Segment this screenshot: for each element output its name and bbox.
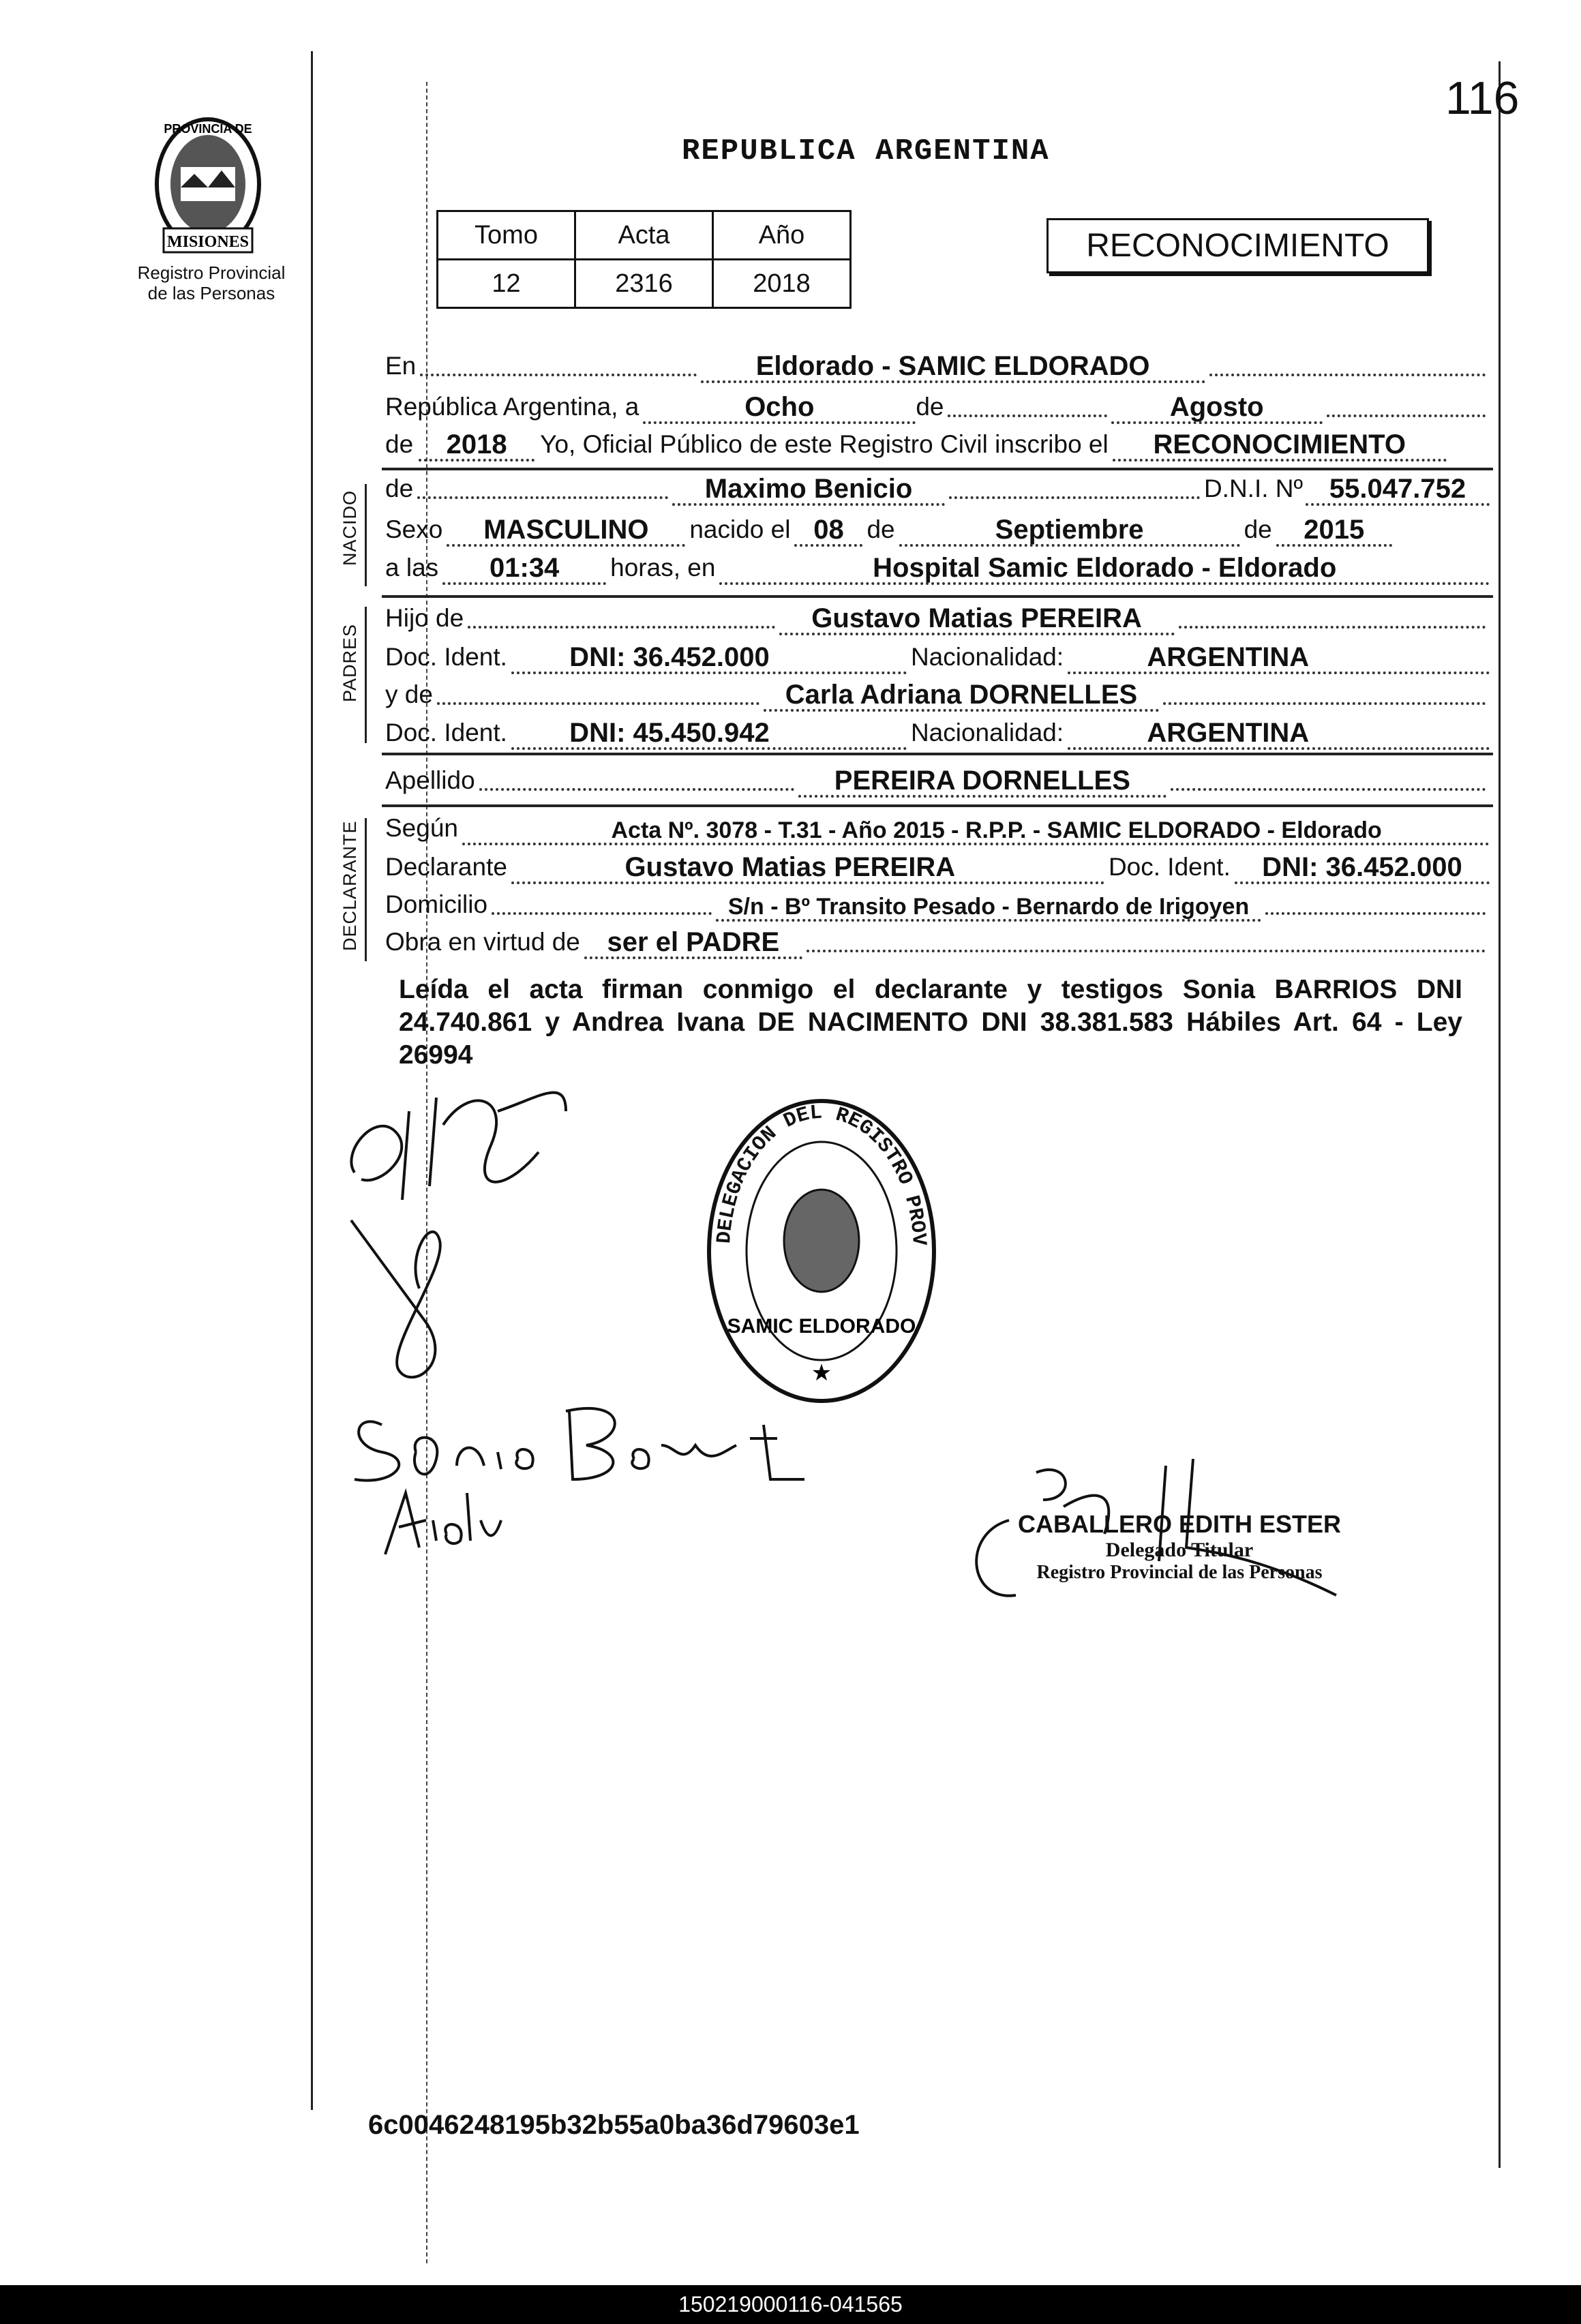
row-padre-doc — [385, 639, 1490, 674]
apellido-label: Apellido — [385, 766, 475, 794]
section-divider — [382, 753, 1493, 755]
third-signature — [378, 1479, 515, 1571]
birth-year-value: 2015 — [1304, 515, 1365, 545]
svg-text:★: ★ — [811, 1359, 832, 1387]
de-label: de — [385, 430, 414, 458]
row-nacido-nombre — [385, 470, 1490, 506]
svg-text:PROVINCIA DE: PROVINCIA DE — [164, 122, 252, 136]
hijo-de-label: Hijo de — [385, 604, 464, 632]
section-divider — [382, 804, 1493, 807]
row-y-de — [385, 676, 1490, 712]
acta-table — [436, 210, 852, 309]
page-number: 116 — [1445, 72, 1520, 124]
declarante-label: Declarante — [385, 853, 507, 881]
registry-name-line1: Registro Provincial — [137, 262, 286, 283]
officer-stamp — [1002, 1510, 1357, 1584]
nacionalidad-label: Nacionalidad: — [910, 643, 1064, 671]
nacido-dni-value: 55.047.752 — [1329, 474, 1466, 504]
row-republica — [385, 389, 1490, 424]
declarante-name-value: Gustavo Matias PEREIRA — [624, 852, 956, 882]
nacionalidad-label: Nacionalidad: — [910, 719, 1064, 746]
row-domicilio — [385, 886, 1490, 922]
acta-table-value-ano: 2018 — [713, 260, 851, 308]
acta-table-value-acta: 2316 — [575, 260, 713, 308]
country-title: REPUBLICA ARGENTINA — [682, 134, 1050, 168]
hora-value: 01:34 — [490, 553, 560, 583]
en-label: En — [385, 352, 417, 380]
row-en — [385, 348, 1490, 383]
row-nacido-hora — [385, 549, 1490, 585]
seal-outer-text: DELEGACION DEL REGISTRO PROV — [713, 1101, 931, 1247]
obra-label: Obra en virtud de — [385, 928, 580, 956]
sexo-value: MASCULINO — [483, 515, 649, 545]
dni-label: D.N.I. Nº — [1203, 474, 1304, 502]
acta-table-header-tomo: Tomo — [438, 211, 575, 260]
sexo-label: Sexo — [385, 515, 443, 543]
svg-text:MISIONES: MISIONES — [166, 233, 250, 251]
row-nacido-sexo — [385, 511, 1490, 547]
row-obra — [385, 924, 1490, 959]
officer-name: CABALLERO EDITH ESTER — [1017, 1510, 1341, 1538]
closing-text: Leída el acta firman conmigo el declarante y testigos Sonia BARRIOS DNI 24.740.861 y Andrea Ivana DE NACIMENTO DNI 38.381.583 Hábiles Art. 64 - Ley 26994 — [399, 975, 1462, 1070]
padre-name-value: Gustavo Matias PEREIRA — [811, 603, 1142, 633]
segun-label: Según — [385, 814, 458, 842]
birth-day-value: 08 — [813, 515, 844, 545]
segun-value: Acta Nº. 3078 - T.31 - Año 2015 - R.P.P. - SAMIC ELDORADO - Eldorado — [611, 817, 1382, 843]
doc-ident-label: Doc. Ident. — [385, 643, 507, 671]
row-segun — [385, 810, 1490, 845]
footer-code: 150219000116-041565 — [0, 2285, 1581, 2324]
month-value: Agosto — [1169, 392, 1264, 422]
padre-doc-value: DNI: 36.452.000 — [569, 642, 770, 672]
document-type-box: RECONOCIMIENTO — [1047, 218, 1429, 273]
declarante-doc-value: DNI: 36.452.000 — [1262, 852, 1462, 882]
second-signature — [344, 1213, 481, 1394]
place-value: Eldorado - SAMIC ELDORADO — [755, 351, 1150, 381]
row-apellido — [385, 762, 1490, 798]
year-value: 2018 — [446, 429, 507, 459]
registry-logo — [140, 112, 276, 262]
hora-label: a las — [385, 554, 439, 582]
padre-nac-value: ARGENTINA — [1147, 642, 1310, 672]
domicilio-label: Domicilio — [385, 890, 488, 918]
republica-label: República Argentina, a — [385, 393, 639, 421]
day-value: Ocho — [744, 392, 815, 422]
birth-month-value: Septiembre — [995, 515, 1144, 545]
document-hash: 6c0046248195b32b55a0ba36d79603e1 — [368, 2110, 860, 2140]
madre-doc-value: DNI: 45.450.942 — [569, 718, 770, 748]
section-divider — [382, 595, 1493, 598]
declarante-signature — [334, 1070, 579, 1224]
apellido-value: PEREIRA DORNELLES — [834, 766, 1130, 796]
row-inscripcion — [385, 426, 1490, 462]
declarante-section-label: DECLARANTE — [340, 820, 360, 951]
seal-inner-text: SAMIC ELDORADO — [727, 1315, 916, 1338]
nacido-name-value: Maximo Benicio — [704, 474, 913, 504]
horas-label: horas, en — [610, 554, 716, 582]
left-margin-line — [311, 51, 313, 2110]
de-label-3: de — [1244, 515, 1272, 543]
madre-nac-value: ARGENTINA — [1147, 718, 1310, 748]
registry-seal — [702, 1094, 941, 1411]
act-type-value: RECONOCIMIENTO — [1153, 429, 1406, 459]
nacido-el-label: nacido el — [689, 515, 791, 543]
row-hijo-de — [385, 600, 1490, 635]
right-margin-line — [1499, 61, 1501, 2168]
nacido-section-label: NACIDO — [340, 489, 360, 566]
registry-name — [123, 262, 300, 303]
de-label: de — [385, 474, 414, 502]
lugar-value: Hospital Samic Eldorado - Eldorado — [873, 553, 1337, 583]
de-label: de — [916, 393, 944, 421]
registry-name-line2: de las Personas — [147, 283, 275, 303]
y-de-label: y de — [385, 680, 433, 708]
row-madre-doc — [385, 714, 1490, 750]
de-label-2: de — [867, 515, 895, 543]
row-declarante — [385, 849, 1490, 884]
domicilio-value: S/n - Bº Transito Pesado - Bernardo de Irigoyen — [727, 894, 1250, 920]
acta-table-header-acta: Acta — [575, 211, 713, 260]
officer-org: Registro Provincial de las Personas — [1036, 1562, 1323, 1583]
acta-table-value-tomo: 12 — [438, 260, 575, 308]
acta-table-header-ano: Año — [713, 211, 851, 260]
statement-text: Yo, Oficial Público de este Registro Civil inscribo el — [540, 430, 1109, 458]
madre-name-value: Carla Adriana DORNELLES — [785, 680, 1138, 710]
padres-section-label: PADRES — [340, 623, 360, 702]
doc-ident-label: Doc. Ident. — [385, 719, 507, 746]
officer-title: Delegado Titular — [1105, 1539, 1254, 1561]
doc-ident-label: Doc. Ident. — [1108, 853, 1231, 881]
obra-value: ser el PADRE — [607, 927, 780, 957]
